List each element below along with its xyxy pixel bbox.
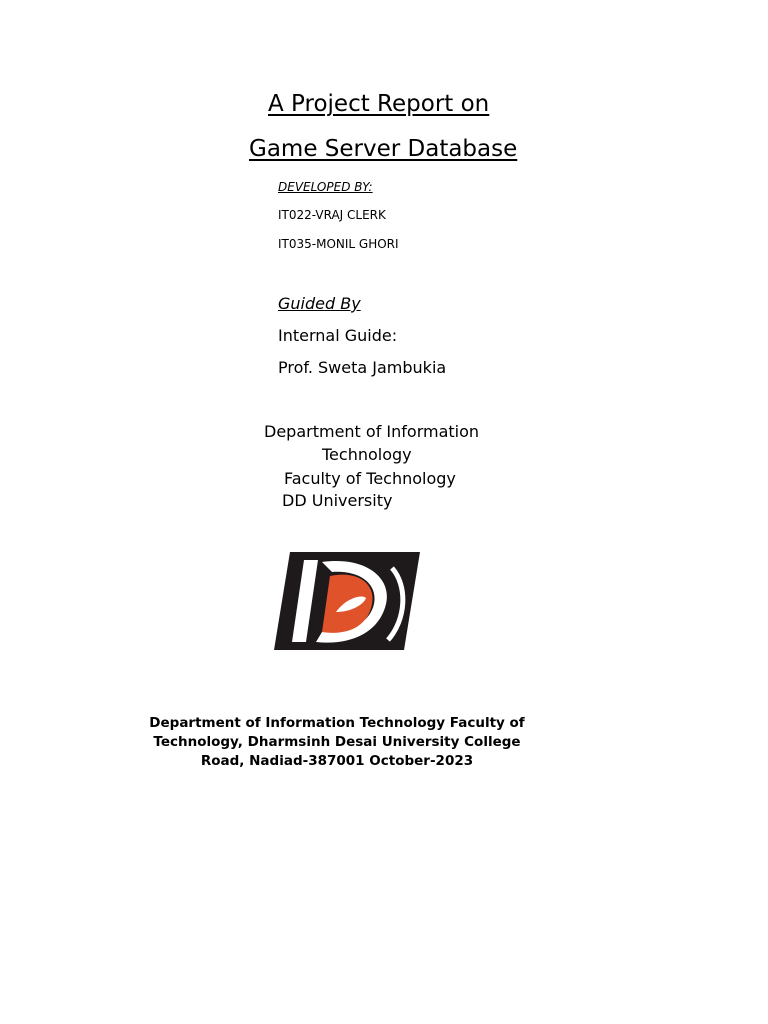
faculty-line: Faculty of Technology [284, 469, 456, 488]
guide-name: Prof. Sweta Jambukia [278, 358, 447, 377]
title-line-1: A Project Report on [268, 91, 490, 117]
footer-line-1: Department of Information Technology Faculty of [149, 715, 525, 731]
footer-line-3: Road, Nadiad-387001 October-2023 [200, 753, 474, 769]
title-line-2: Game Server Database [249, 136, 518, 162]
guided-by-heading: Guided By [278, 294, 361, 313]
department-line-2: Technology [322, 445, 412, 464]
internal-guide-label: Internal Guide: [278, 326, 398, 345]
department-line-1: Department of Information [264, 422, 480, 441]
developer-2: IT035-MONIL GHORI [278, 237, 399, 251]
footer-line-2: Technology, Dharmsinh Desai University College [153, 734, 521, 750]
developer-1: IT022-VRAJ CLERK [278, 208, 386, 222]
university-line: DD University [282, 491, 393, 510]
dd-university-logo [274, 552, 420, 650]
developed-by-label: DEVELOPED BY: [278, 180, 373, 194]
